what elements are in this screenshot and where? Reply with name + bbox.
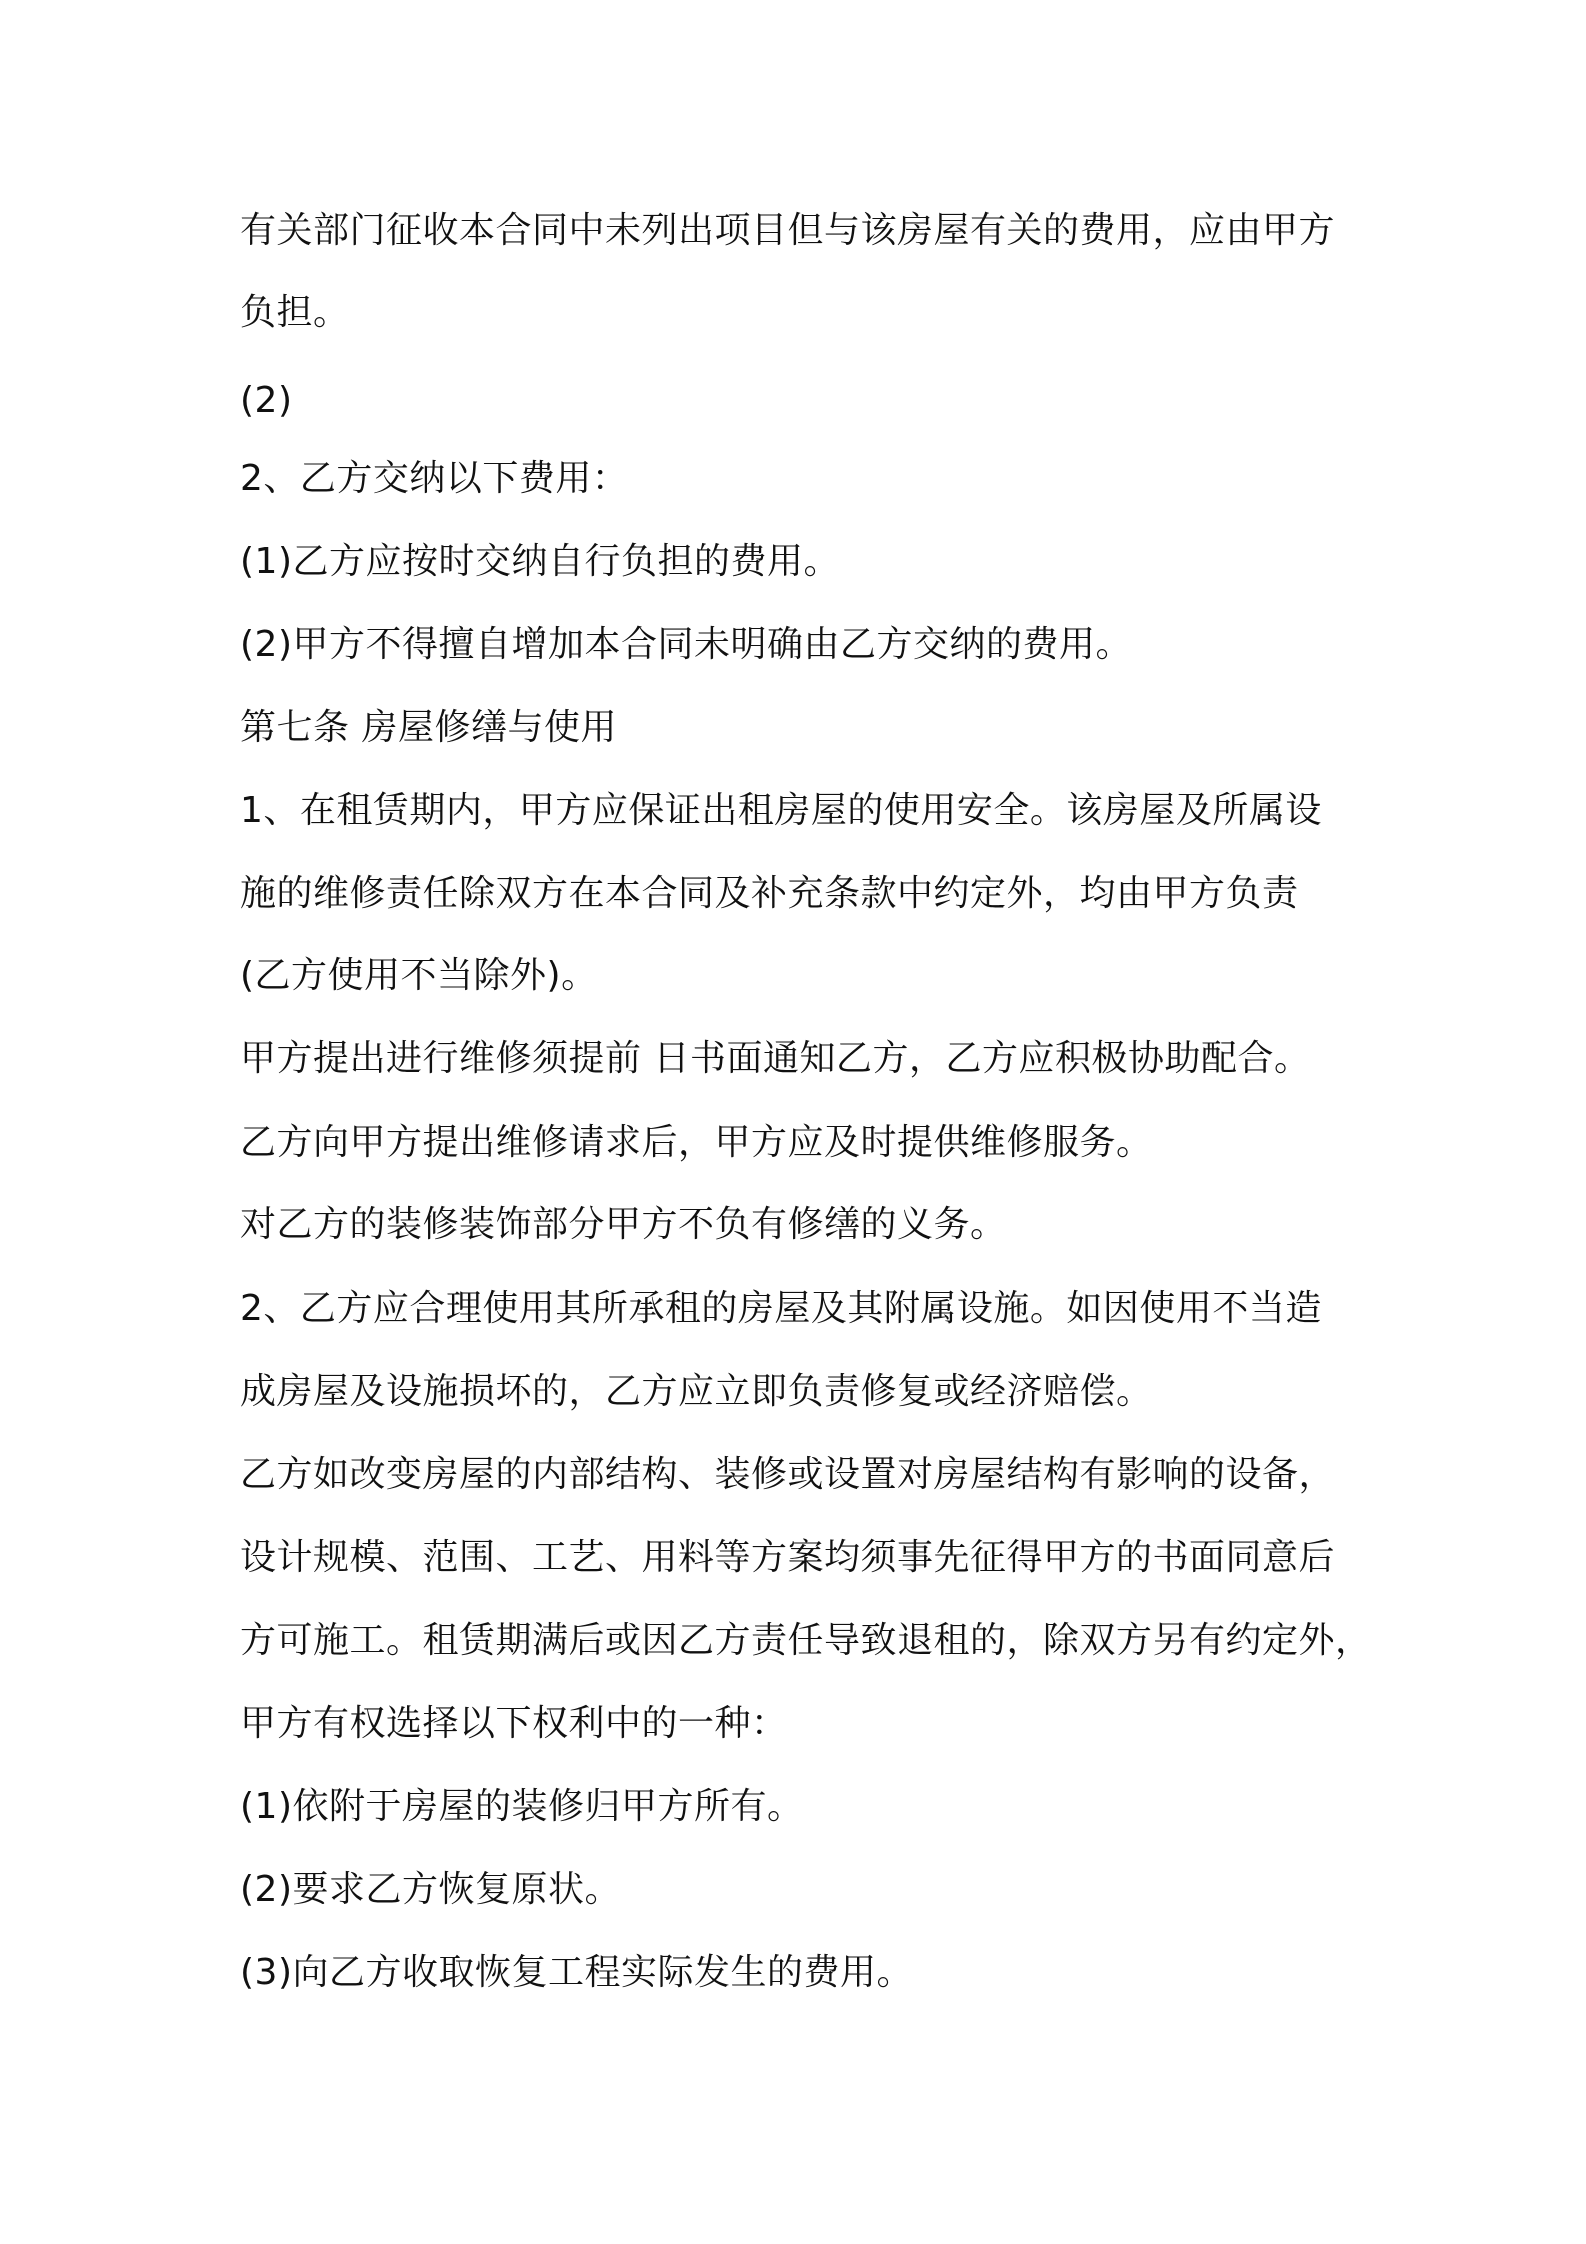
text-line: (1)依附于房屋的装修归甲方所有。 xyxy=(240,1786,804,1827)
text-line: 负担。 xyxy=(240,292,350,333)
text-line: 有关部门征收本合同中未列出项目但与该房屋有关的费用，应由甲方 xyxy=(240,210,1336,251)
text-line: 成房屋及设施损坏的，乙方应立即负责修复或经济赔偿。 xyxy=(240,1371,1153,1412)
text-line: 乙方向甲方提出维修请求后，甲方应及时提供维修服务。 xyxy=(240,1122,1153,1163)
text-line: 方可施工。租赁期满后或因乙方责任导致退租的，除双方另有约定外， xyxy=(240,1620,1372,1661)
text-line: 甲方提出进行维修须提前 日书面通知乙方，乙方应积极协助配合。 xyxy=(240,1038,1311,1079)
text-line: (1)乙方应按时交纳自行负担的费用。 xyxy=(240,541,840,582)
text-line: (乙方使用不当除外)。 xyxy=(240,955,598,996)
text-line: 对乙方的装修装饰部分甲方不负有修缮的义务。 xyxy=(240,1204,1007,1245)
text-line: (2) xyxy=(240,380,293,421)
text-line: 施的维修责任除双方在本合同及补充条款中约定外，均由甲方负责 xyxy=(240,873,1299,914)
text-line: 1、在租赁期内，甲方应保证出租房屋的使用安全。该房屋及所属设 xyxy=(240,790,1322,831)
text-line: (2)甲方不得擅自增加本合同未明确由乙方交纳的费用。 xyxy=(240,624,1132,665)
text-line: (2)要求乙方恢复原状。 xyxy=(240,1869,621,1910)
text-line: 2、乙方交纳以下费用： xyxy=(240,458,629,499)
text-line: (3)向乙方收取恢复工程实际发生的费用。 xyxy=(240,1952,913,1993)
text-line: 乙方如改变房屋的内部结构、装修或设置对房屋结构有影响的设备， xyxy=(240,1454,1336,1495)
text-line: 2、乙方应合理使用其所承租的房屋及其附属设施。如因使用不当造 xyxy=(240,1288,1322,1329)
text-line: 甲方有权选择以下权利中的一种： xyxy=(240,1703,788,1744)
section-heading: 第七条 房屋修缮与使用 xyxy=(240,707,617,748)
text-line: 设计规模、范围、工艺、用料等方案均须事先征得甲方的书面同意后 xyxy=(240,1537,1336,1578)
